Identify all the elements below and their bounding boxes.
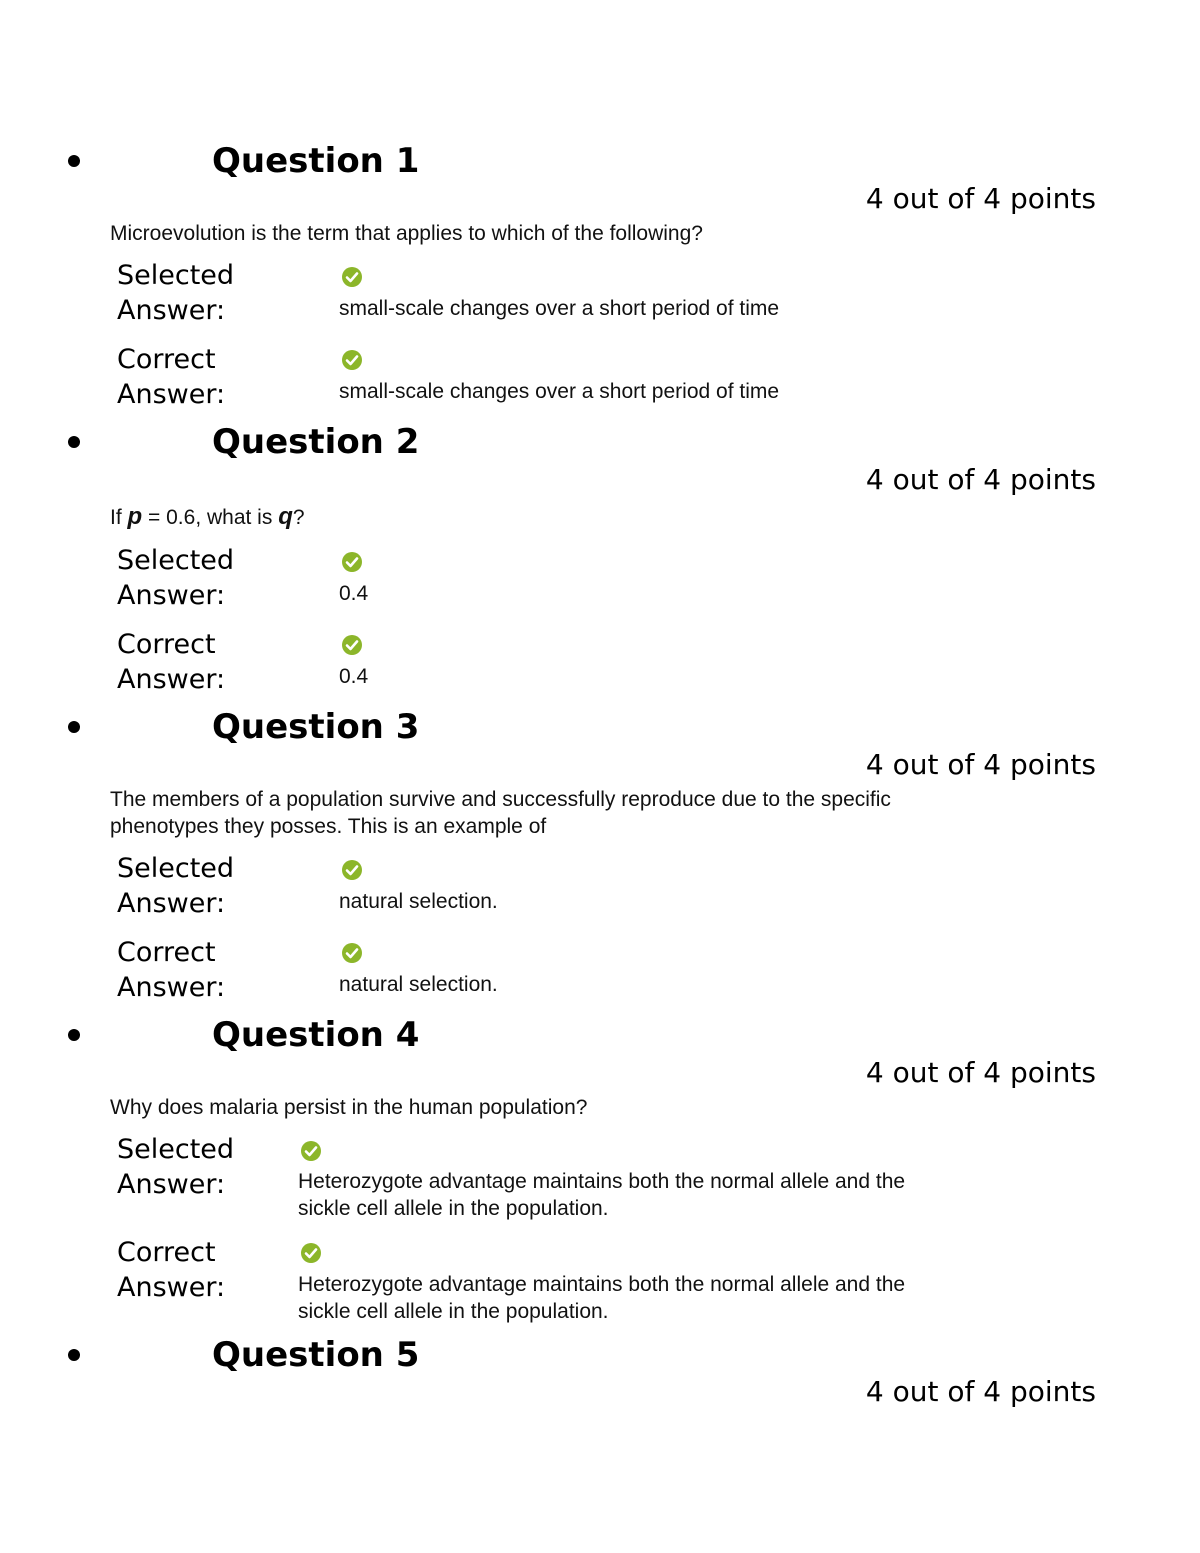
selected-answer-text: small-scale changes over a short period of time [339,297,780,320]
question-points: 4 out of 4 points [865,182,1096,215]
question-points: 4 out of 4 points [865,748,1096,781]
question-title: Question 5 [212,1335,420,1375]
selected-answer-text: 0.4 [339,582,369,605]
question-points: 4 out of 4 points [865,1056,1096,1089]
check-circle-icon [342,267,362,287]
check-circle-icon [301,1243,321,1263]
check-circle-icon [342,350,362,370]
correct-answer-text: natural selection. [339,973,498,996]
correct-answer-text: 0.4 [339,665,369,688]
correct-answer-label: Correct Answer: [117,1237,226,1303]
correct-answer-label: Correct Answer: [117,344,226,410]
question-title: Question 4 [212,1015,420,1055]
selected-answer-label: Selected Answer: [117,1134,235,1200]
question-title: Question 3 [212,707,420,747]
check-circle-icon [342,943,362,963]
selected-answer-label: Selected Answer: [117,260,235,326]
selected-answer-text: Heterozygote advantage maintains both the normal allele and the sickle cell allele in the population. [298,1170,906,1220]
variable-p: p [127,503,143,530]
question-title: Question 1 [212,141,420,181]
correct-answer-text: small-scale changes over a short period of time [339,380,780,403]
bullet-icon [68,1029,80,1041]
selected-answer-text: natural selection. [339,890,498,913]
check-circle-icon [342,860,362,880]
bullet-icon [68,721,80,733]
question-points: 4 out of 4 points [865,463,1096,496]
correct-answer-text: Heterozygote advantage maintains both the normal allele and the sickle cell allele in the population. [298,1273,906,1323]
question-text: Why does malaria persist in the human population? [110,1096,588,1119]
question-text: The members of a population survive and successfully reproduce due to the specific phenotypes they posses. This is an example of [110,788,891,838]
bullet-icon [68,436,80,448]
correct-answer-label: Correct Answer: [117,629,226,695]
question-points: 4 out of 4 points [865,1375,1096,1408]
question-title: Question 2 [212,422,420,462]
bullet-icon [68,155,80,167]
question-text: If p = 0.6, what is q? [110,503,305,530]
check-circle-icon [342,635,362,655]
variable-q: q [278,503,293,530]
bullet-icon [68,1349,80,1361]
check-circle-icon [342,552,362,572]
selected-answer-label: Selected Answer: [117,545,235,611]
correct-answer-label: Correct Answer: [117,937,226,1003]
check-circle-icon [301,1141,321,1161]
question-text: Microevolution is the term that applies to which of the following? [110,222,703,245]
selected-answer-label: Selected Answer: [117,853,235,919]
